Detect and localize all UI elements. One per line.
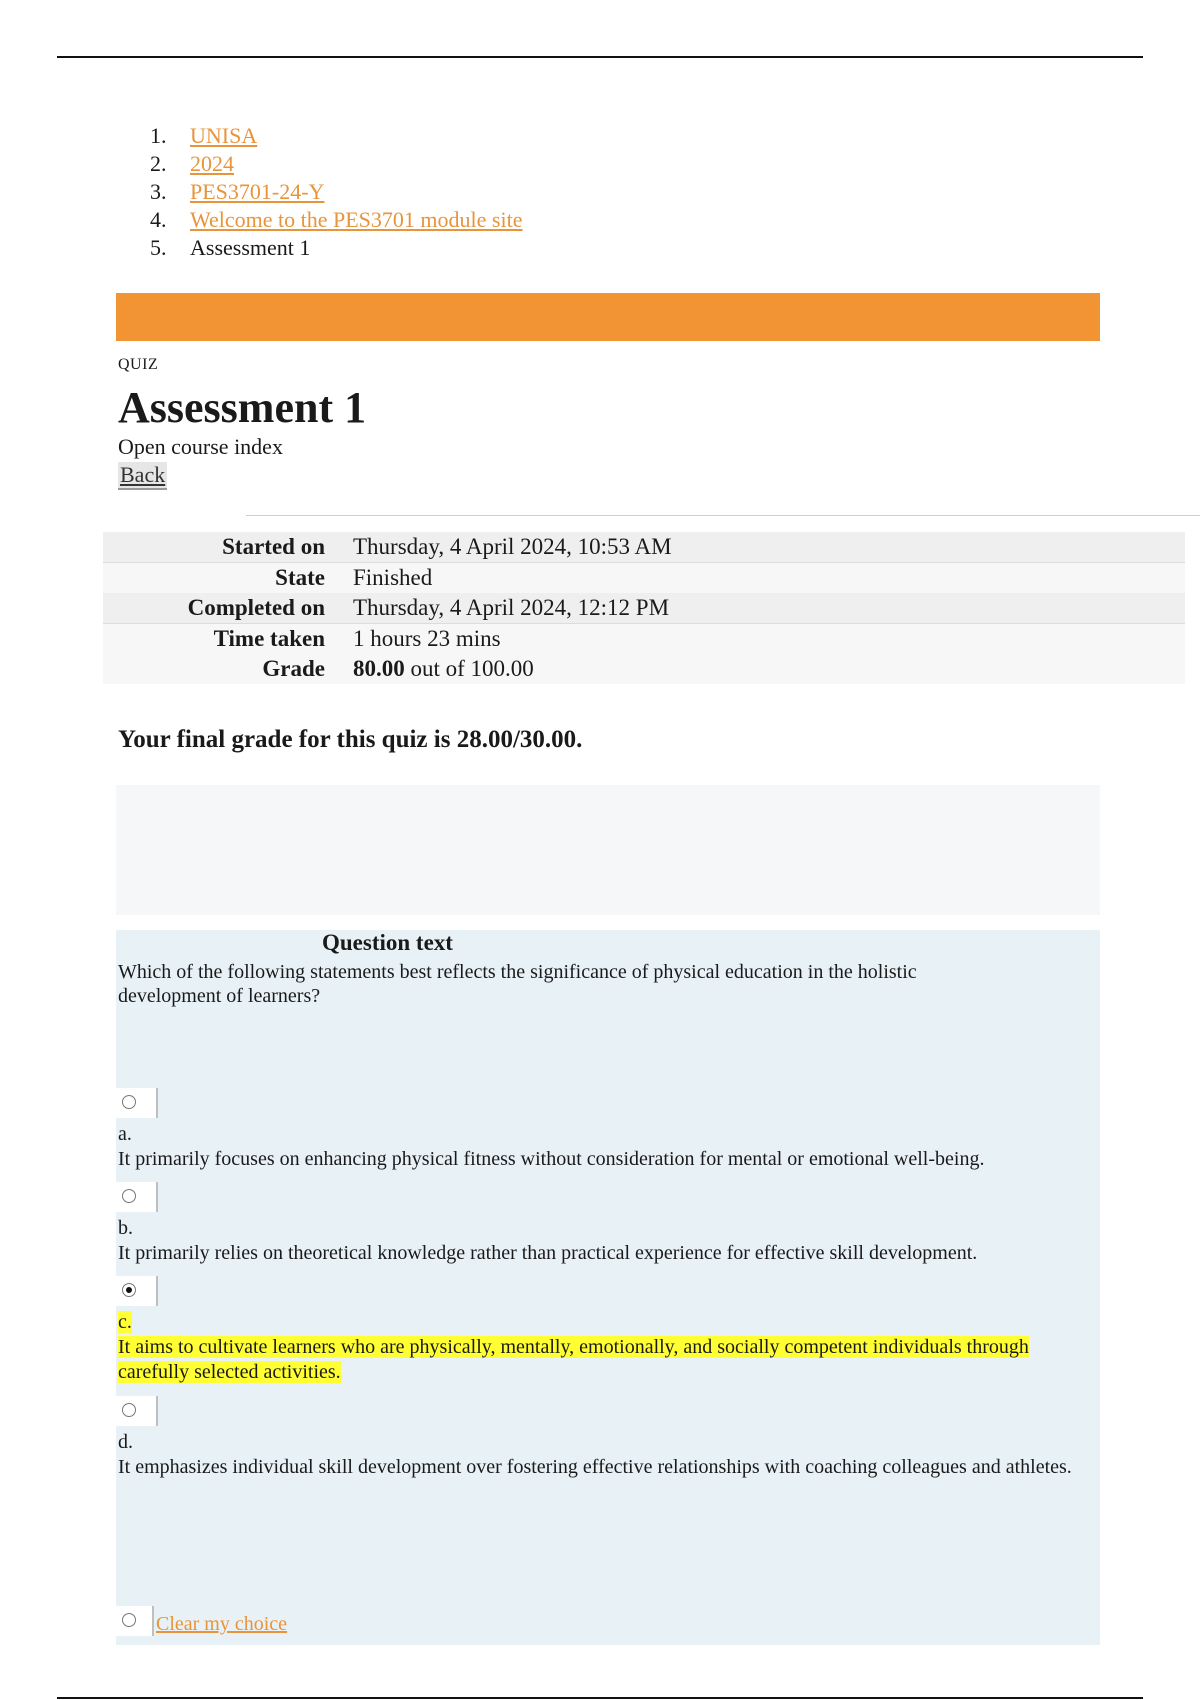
summary-value: 1 hours 23 mins <box>353 626 501 651</box>
header-banner <box>116 293 1100 341</box>
summary-value <box>349 656 534 682</box>
option-text: It primarily relies on theoretical knowledge rather than practical experience for effective skill development. <box>118 1242 978 1264</box>
option-text: It emphasizes individual skill development over fostering effective relationships with coaching colleagues and athletes. <box>118 1456 1072 1478</box>
option-letter: b. <box>118 1217 133 1239</box>
grade-out-of: out of 100.00 <box>404 656 534 681</box>
open-course-index-button[interactable]: Open course index <box>118 434 283 459</box>
radio-unchecked-icon[interactable] <box>122 1095 136 1109</box>
breadcrumb-current: Assessment 1 <box>190 235 311 260</box>
breadcrumb-item: 3. PES3701-24-Y <box>150 179 325 204</box>
summary-label: Grade <box>262 656 325 681</box>
summary-label: Time taken <box>213 626 325 651</box>
answer-option-a[interactable] <box>116 1088 1100 1172</box>
radio-unchecked-icon[interactable] <box>122 1613 136 1627</box>
attempt-summary-table <box>103 532 1185 684</box>
answer-option-c[interactable] <box>116 1276 1100 1385</box>
question-heading: Question text <box>322 930 453 955</box>
breadcrumb-item: 5. Assessment 1 <box>150 235 311 260</box>
radio-wrapper[interactable] <box>116 1182 158 1212</box>
option-letter: a. <box>118 1123 132 1145</box>
radio-checked-icon[interactable] <box>122 1283 136 1297</box>
activity-type-label: QUIZ <box>118 356 159 373</box>
option-text: It primarily focuses on enhancing physical fitness without consideration for mental or emotional well-being. <box>118 1148 985 1170</box>
page-title: Assessment 1 <box>118 383 367 432</box>
question-content <box>116 930 1100 1645</box>
clear-my-choice-link[interactable]: Clear my choice <box>156 1613 288 1635</box>
grade-score: 80.00 <box>353 656 405 681</box>
summary-value: Finished <box>353 565 433 590</box>
breadcrumb <box>150 122 522 262</box>
bottom-rule <box>57 1697 1143 1699</box>
summary-row-state <box>103 563 1185 593</box>
breadcrumb-link-module[interactable]: PES3701-24-Y <box>190 179 325 204</box>
summary-row-time-taken <box>103 624 1185 654</box>
summary-label: Started on <box>222 534 325 559</box>
radio-wrapper[interactable] <box>116 1606 154 1636</box>
question-text: Which of the following statements best reflects the significance of physical education in the holistic development of learners? <box>118 961 917 1007</box>
back-button[interactable]: Back <box>118 462 167 490</box>
breadcrumb-link-year[interactable]: 2024 <box>190 151 234 176</box>
breadcrumb-item: 4. Welcome to the PES3701 module site <box>150 207 523 232</box>
option-letter: d. <box>118 1431 133 1453</box>
radio-wrapper[interactable] <box>116 1396 158 1426</box>
summary-value: Thursday, 4 April 2024, 12:12 PM <box>353 595 670 620</box>
radio-wrapper[interactable] <box>116 1088 158 1118</box>
summary-row-started <box>103 532 1185 563</box>
clear-choice-row <box>116 1606 287 1636</box>
radio-unchecked-icon[interactable] <box>122 1403 136 1417</box>
breadcrumb-item: 1. UNISA <box>150 123 258 148</box>
summary-label: Completed on <box>187 595 325 620</box>
summary-row-completed <box>103 593 1185 624</box>
summary-value: Thursday, 4 April 2024, 10:53 AM <box>353 534 672 559</box>
question-info-panel <box>116 785 1100 915</box>
option-letter: c. <box>118 1311 132 1333</box>
top-rule <box>57 56 1143 58</box>
breadcrumb-link-unisa[interactable]: UNISA <box>190 123 258 148</box>
answer-option-d[interactable] <box>116 1396 1100 1480</box>
summary-row-grade <box>103 654 1185 684</box>
option-text: It aims to cultivate learners who are physically, mentally, emotionally, and socially competent individuals through carefully selected activities. <box>118 1336 1029 1383</box>
answer-option-b[interactable] <box>116 1182 1100 1266</box>
radio-wrapper[interactable] <box>116 1276 158 1306</box>
divider <box>246 515 1200 516</box>
final-grade-text: Your final grade for this quiz is 28.00/30.00. <box>118 726 583 753</box>
radio-unchecked-icon[interactable] <box>122 1189 136 1203</box>
summary-label: State <box>275 565 325 590</box>
breadcrumb-link-welcome[interactable]: Welcome to the PES3701 module site <box>190 207 523 232</box>
breadcrumb-item: 2. 2024 <box>150 151 234 176</box>
